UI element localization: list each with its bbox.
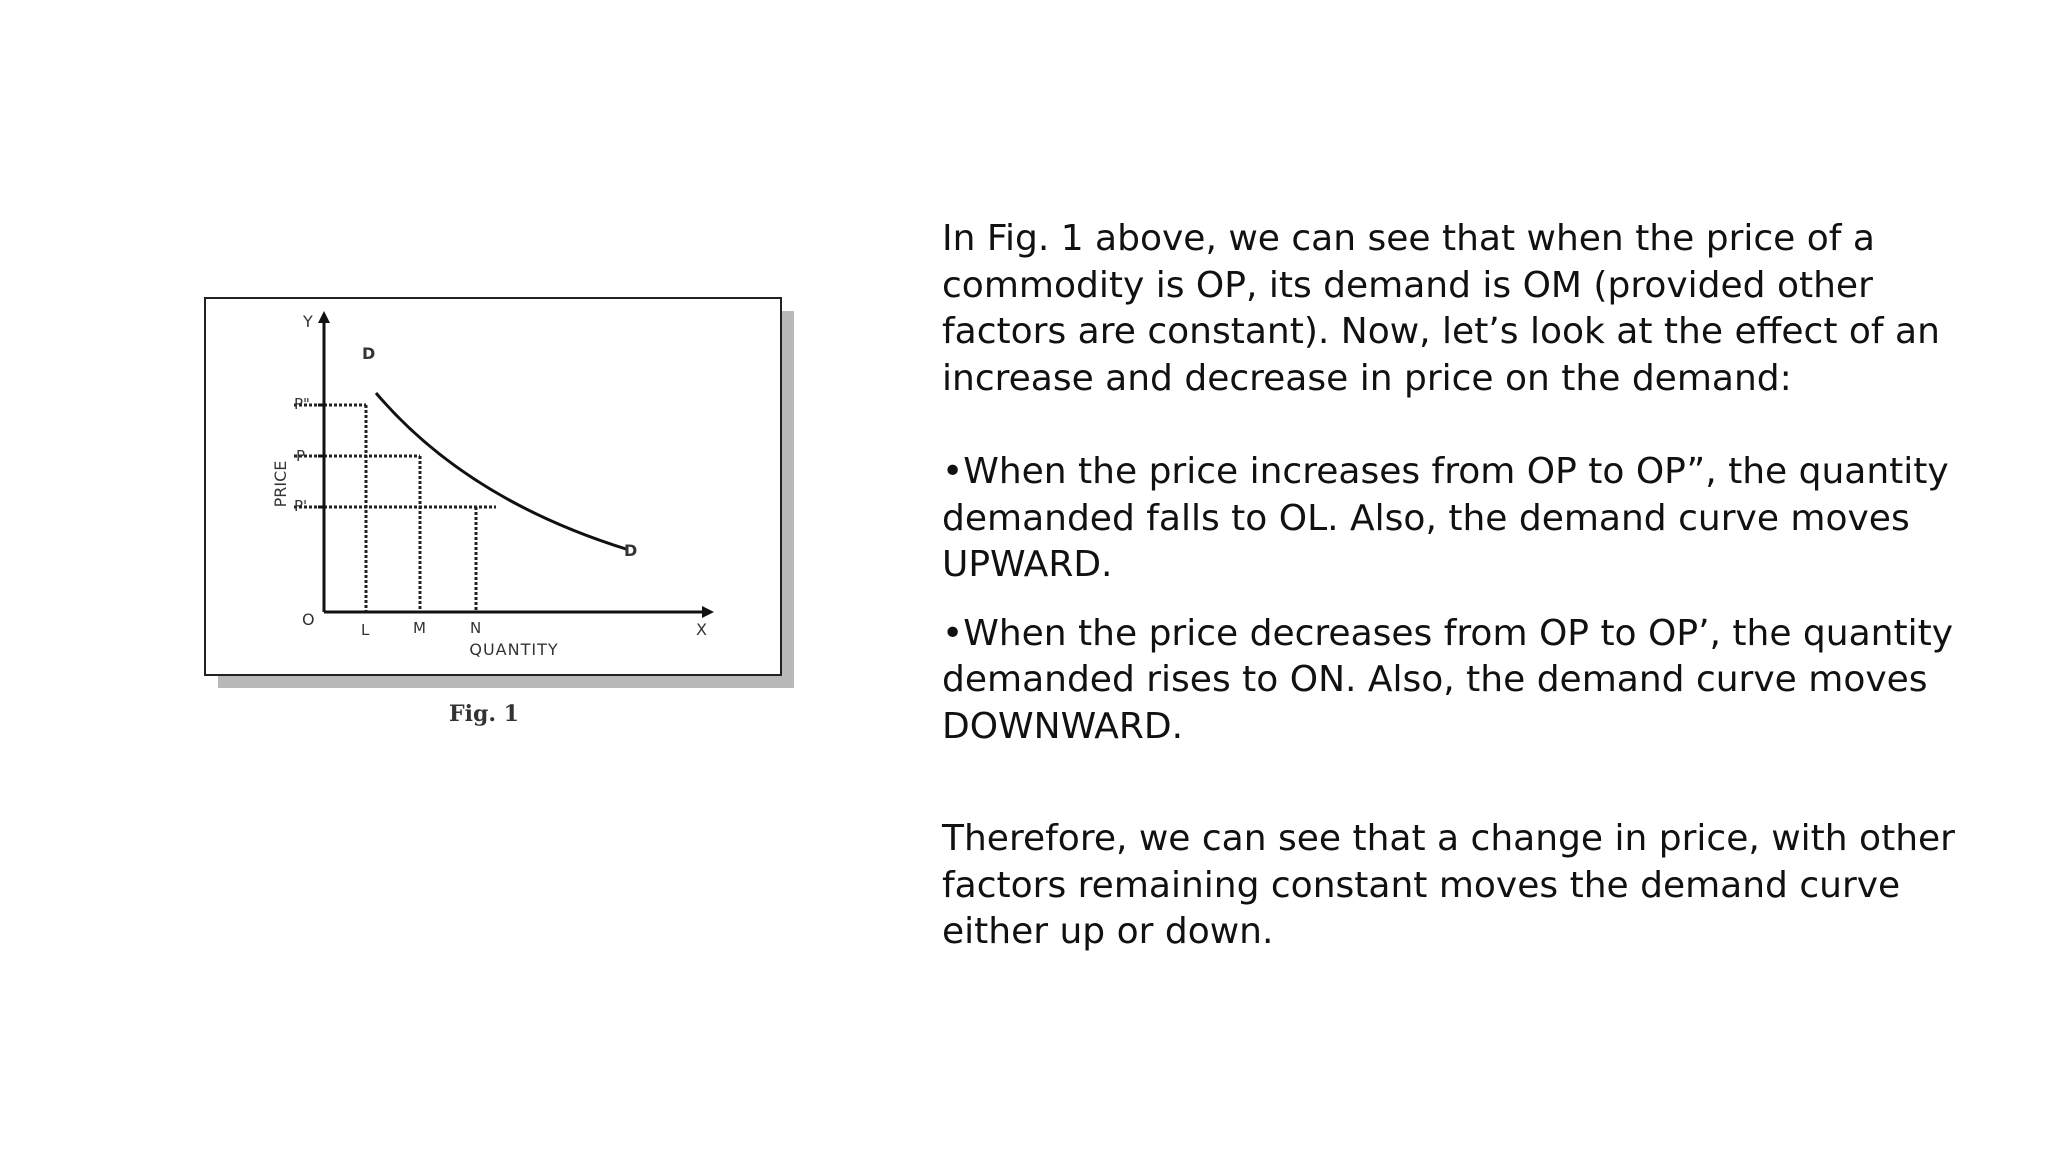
- price-label-p-prime: P': [294, 497, 308, 515]
- y-axis-label: Y: [303, 312, 313, 331]
- figure-frame: [204, 297, 782, 676]
- bullet-price-increase: •When the price increases from OP to OP”, the quantity demanded falls to OL. Also, the demand curve moves UPWARD.: [942, 451, 1949, 585]
- price-label-p-double-prime: P": [294, 395, 310, 413]
- x-axis-arrow: [702, 606, 714, 618]
- curve-label-top: D: [362, 344, 376, 363]
- quantity-axis-title: QUANTITY: [469, 640, 559, 659]
- quantity-label-n: N: [470, 619, 482, 637]
- bullet-price-decrease: •When the price decreases from OP to OP’, the quantity demanded rises to ON. Also, the demand curve moves DOWNWARD.: [942, 612, 1954, 747]
- quantity-label-l: L: [361, 621, 370, 639]
- curve-label-bottom: D: [624, 541, 638, 560]
- origin-label: O: [302, 610, 315, 629]
- quantity-label-m: M: [413, 619, 426, 637]
- figure-caption: Fig. 1: [449, 701, 519, 727]
- explanation-text: [942, 216, 1972, 956]
- price-axis-title: PRICE: [271, 460, 290, 508]
- demand-curve-diagram: [206, 299, 780, 674]
- demand-curve-figure: [204, 297, 800, 742]
- demand-curve: [376, 393, 626, 549]
- price-label-p: P: [296, 447, 306, 465]
- x-axis-label: X: [696, 620, 707, 639]
- intro-paragraph: In Fig. 1 above, we can see that when the price of a commodity is OP, its demand is OM (provided other factors are constant). Now, let’s look at the effect of an increase and decrease in price on the demand:: [942, 218, 1940, 399]
- y-axis-arrow: [318, 311, 330, 323]
- conclusion-paragraph: Therefore, we can see that a change in price, with other factors remaining constant moves the demand curve either up or down.: [942, 818, 1955, 952]
